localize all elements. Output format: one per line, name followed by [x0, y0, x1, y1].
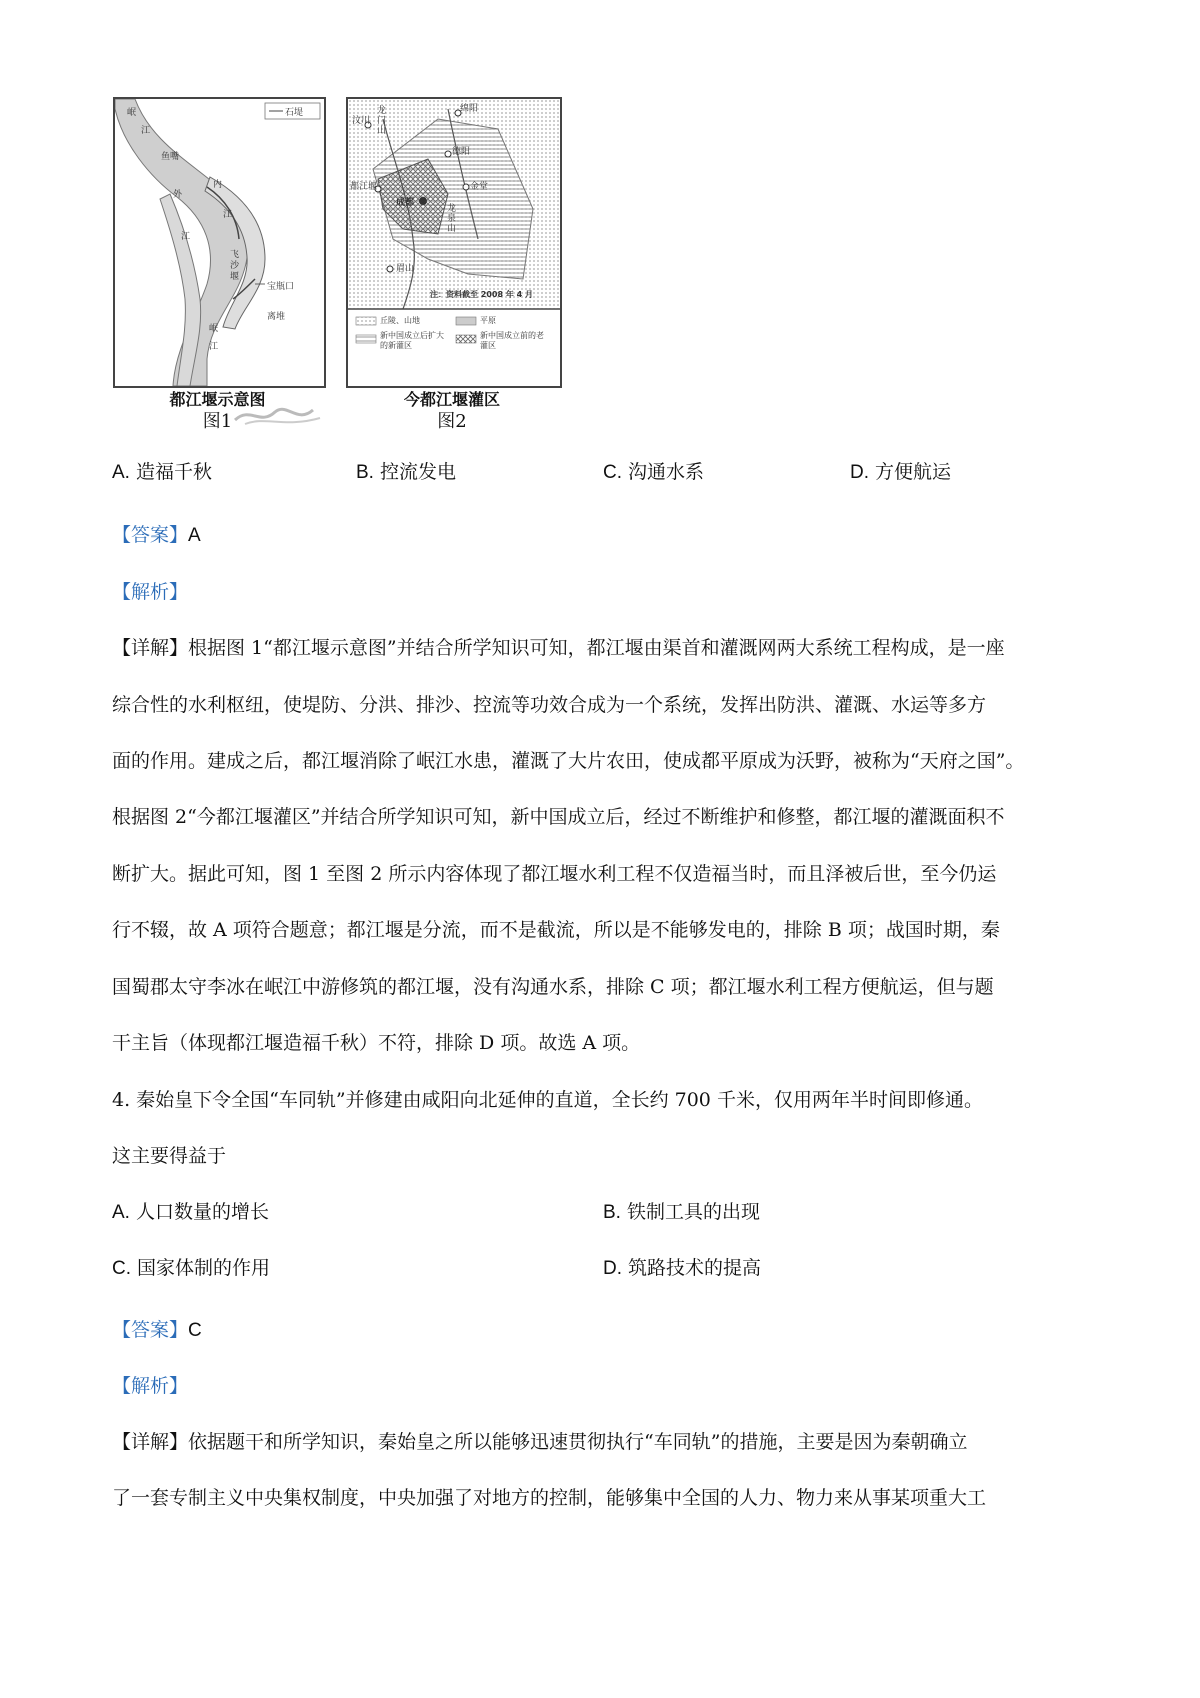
q3-detail-text-1: 根据图 1“都江堰示意图”并结合所学知识可知，都江堰由渠首和灌溉网两大系统工程构成，是一座	[188, 637, 1005, 659]
fig2-label-deyang: 德阳	[452, 147, 471, 157]
watermark-stamp	[225, 398, 330, 430]
q3-detail-tag: 【详解】	[112, 637, 189, 659]
q3-analysis-line	[112, 580, 188, 604]
q4-option-a-text: 人口数量的增长	[136, 1201, 270, 1223]
figure-1-river-drawing	[115, 99, 324, 386]
fig1-label-min-bottom: 岷	[209, 324, 219, 334]
q4-analysis-line	[112, 1374, 188, 1398]
fig1-label-wai: 外	[173, 190, 183, 200]
figure-1-number: 图1	[202, 411, 233, 432]
q4-option-b[interactable]	[603, 1200, 760, 1225]
q4-analysis-tag: 【解析】	[112, 1375, 189, 1397]
q3-detail-line-7: 国蜀郡太守李冰在岷江中游修筑的都江堰，没有沟通水系，排除 C 项；都江堰水利工程方便航运，但与题	[112, 976, 994, 998]
q4-option-c[interactable]	[112, 1256, 270, 1281]
fig1-label-lidui: 离堆	[267, 312, 286, 322]
fig2-label-longmenshan: 龙门山	[375, 105, 385, 135]
q3-option-a-letter: A.	[112, 462, 130, 483]
q3-answer-tag: 【答案】	[112, 524, 189, 546]
fig1-label-nei-jiang: 江	[223, 210, 233, 220]
fig1-label-baopingkou: 宝瓶口	[267, 282, 295, 292]
fig1-label-feishayan: 飞沙堰	[228, 249, 238, 282]
q4-answer-value: C	[188, 1320, 202, 1341]
fig2-label-longquanshan: 龙泉山	[445, 203, 455, 233]
q3-option-a[interactable]	[112, 460, 212, 485]
q3-detail-line-2: 综合性的水利枢纽，使堤防、分洪、排沙、控流等功效合成为一个系统，发挥出防洪、灌溉、水运等多方	[112, 694, 987, 716]
q4-option-d[interactable]	[603, 1256, 761, 1281]
q4-option-a-letter: A.	[112, 1202, 130, 1223]
q4-option-b-text: 铁制工具的出现	[627, 1201, 761, 1223]
q4-detail-text-1: 依据题干和所学知识，秦始皇之所以能够迅速贯彻执行“车同轨”的措施，主要是因为秦朝确立	[188, 1431, 968, 1453]
q4-stem-line-1: 4. 秦始皇下令全国“车同轨”并修建由咸阳向北延伸的直道，全长约 700 千米，仅用两年半时间即修通。	[112, 1089, 983, 1111]
fig1-legend-label: 石堤	[285, 108, 304, 118]
q3-detail-line-4: 根据图 2“今都江堰灌区”并结合所学知识可知，新中国成立后，经过不断维护和修整，都江堰的灌溉面积不	[112, 806, 1005, 828]
q3-option-b[interactable]	[356, 460, 456, 485]
fig1-label-yuzui: 鱼嘴	[161, 152, 180, 162]
q3-answer-value: A	[188, 525, 201, 546]
fig2-label-wenchuan: 汶川	[352, 116, 371, 126]
figure-2-number: 图2	[437, 411, 467, 432]
q4-answer-line	[112, 1318, 202, 1343]
fig1-label-jiang-top: 江	[141, 126, 151, 136]
fig2-legend-old-area: 新中国成立前的老灌区	[480, 331, 544, 350]
q4-detail-line-1	[112, 1430, 1102, 1454]
q4-option-d-text: 筑路技术的提高	[628, 1257, 762, 1279]
figure-2-caption: 今都江堰灌区	[403, 390, 500, 409]
fig2-label-mianyang: 绵阳	[460, 104, 479, 114]
fig1-label-wai-jiang: 江	[181, 232, 191, 242]
q4-stem-line-2: 这主要得益于	[112, 1145, 227, 1167]
q3-option-d[interactable]	[850, 460, 951, 485]
q4-option-d-letter: D.	[603, 1258, 622, 1279]
q3-option-d-letter: D.	[850, 462, 869, 483]
fig1-label-nei: 内	[213, 180, 223, 190]
figure-1-map	[113, 97, 326, 388]
q4-detail-line-2: 了一套专制主义中央集权制度，中央加强了对地方的控制，能够集中全国的人力、物力来从事某项重大工	[112, 1487, 987, 1509]
q3-option-c-letter: C.	[603, 462, 622, 483]
q3-detail-line-8: 干主旨（体现都江堰造福千秋）不符，排除 D 项。故选 A 项。	[112, 1032, 641, 1054]
q3-analysis-tag: 【解析】	[112, 581, 189, 603]
fig2-legend-hill: 丘陵、山地	[380, 316, 420, 325]
fig2-label-dujiangyan: 都江堰	[350, 182, 378, 192]
q3-option-b-letter: B.	[356, 462, 374, 483]
fig2-legend-plain: 平原	[480, 316, 496, 325]
q3-option-c[interactable]	[603, 460, 704, 485]
figure-1-caption: 都江堰示意图	[169, 390, 266, 409]
q3-detail-line-5: 断扩大。据此可知，图 1 至图 2 所示内容体现了都江堰水利工程不仅造福当时，而且泽被后世，至今仍运	[112, 863, 997, 885]
q3-detail-line-1	[112, 636, 1102, 660]
q3-option-a-text: 造福千秋	[136, 461, 213, 483]
q3-option-c-text: 沟通水系	[628, 461, 705, 483]
q3-detail-line-6: 行不辍，故 A 项符合题意；都江堰是分流，而不是截流，所以是不能够发电的，排除 B 项；战国时期，秦	[112, 919, 1000, 941]
q4-option-b-letter: B.	[603, 1202, 621, 1223]
q4-detail-tag: 【详解】	[112, 1431, 189, 1453]
q4-answer-tag: 【答案】	[112, 1319, 189, 1341]
fig2-label-jintang: 金堂	[470, 182, 489, 192]
q4-option-c-letter: C.	[112, 1258, 131, 1279]
fig2-label-meishan: 眉山	[396, 264, 415, 274]
q3-option-d-text: 方便航运	[875, 461, 952, 483]
fig1-label-min-top: 岷	[127, 108, 137, 118]
fig2-label-chengdu: 成都	[396, 198, 415, 208]
q3-detail-line-3: 面的作用。建成之后，都江堰消除了岷江水患，灌溉了大片农田，使成都平原成为沃野，被称为“天府之国”。	[112, 750, 1025, 772]
fig2-note: 注：资料截至 2008 年 4 月	[430, 290, 533, 299]
q4-option-a[interactable]	[112, 1200, 269, 1225]
q4-option-c-text: 国家体制的作用	[137, 1257, 271, 1279]
fig2-legend-new-area: 新中国成立后扩大的新灌区	[380, 331, 444, 350]
figure-2-map	[346, 97, 562, 388]
q3-option-b-text: 控流发电	[380, 461, 457, 483]
fig1-label-jiang-bottom: 江	[209, 342, 219, 352]
q3-answer-line	[112, 523, 201, 548]
